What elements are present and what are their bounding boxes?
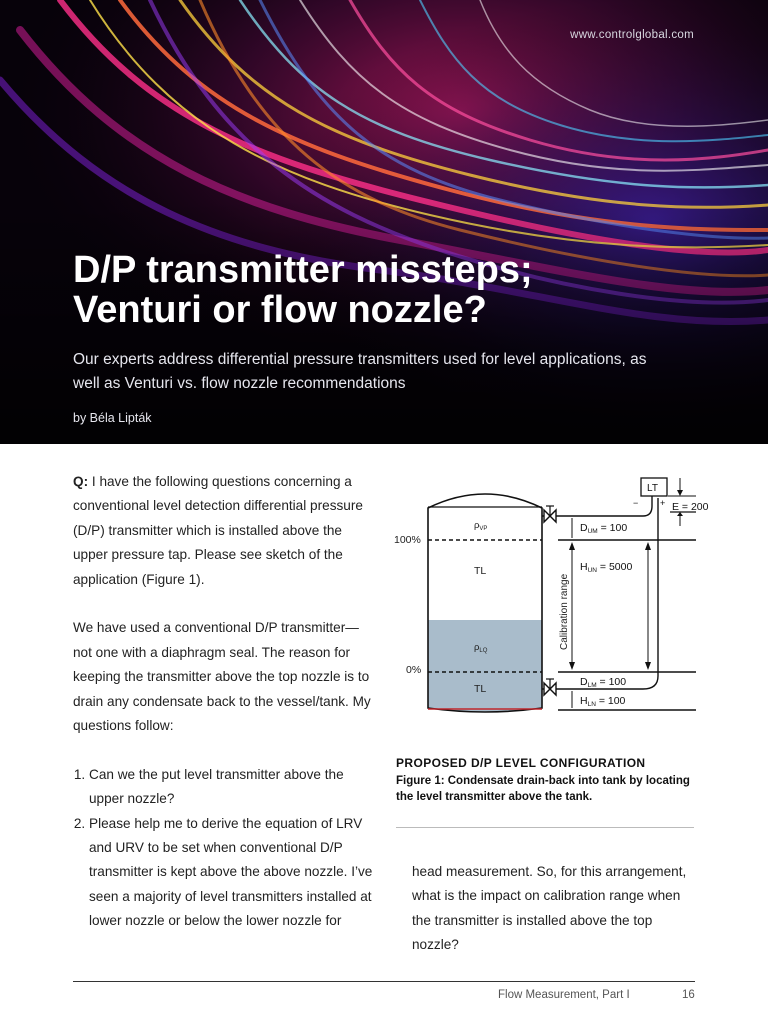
label-minus: − (633, 498, 639, 508)
calibration-arrowhead-top (569, 542, 575, 550)
site-url[interactable]: www.controlglobal.com (570, 29, 694, 41)
h-un-arrowhead-bottom (645, 662, 651, 670)
article-right-column: head measurement. So, for this arrangement, what is the impact on calibration range when the transmitter is installed above the top nozzle? (412, 864, 687, 953)
figure-title: PROPOSED D/P LEVEL CONFIGURATION (396, 756, 646, 770)
question-text: I have the following questions concerning a conventional level detection differential pressure (D/P) transmitter which is installed above the upper pressure tap. Please see sketch of the application (Figure 1). (73, 474, 363, 587)
list-item: 1. Can we the put level transmitter above the upper nozzle? (89, 763, 375, 812)
paragraph-background: We have used a conventional D/P transmitter—not one with a diaphragm seal. The reason for keeping the transmitter above the top nozzle is to drain any condensate back to the vessel/tank. My questions follow: (73, 620, 371, 734)
upper-impulse-line (643, 496, 652, 516)
footer-divider (73, 981, 695, 982)
label-tl-top: TL (474, 565, 487, 577)
e-arrowhead-top (677, 490, 683, 496)
liquid-fill (428, 620, 542, 712)
label-e: E = 200 (672, 501, 709, 513)
label-calibration-range: Calibration range (559, 573, 570, 650)
paragraph-question (73, 470, 375, 592)
q-label: Q: (73, 474, 89, 489)
headline-line-1: D/P transmitter missteps; (73, 249, 533, 291)
h-un-arrowhead-top (645, 542, 651, 550)
label-0-percent: 0% (406, 664, 422, 676)
label-plus: + (660, 498, 666, 508)
headline-line-2: Venturi or flow nozzle? (73, 289, 487, 331)
figure-caption: Figure 1: Condensate drain-back into tank by locating the level transmitter above the tank. (396, 775, 690, 803)
footer-section-title: Flow Measurement, Part I (498, 989, 630, 1001)
subheadline: Our experts address differential pressure transmitters used for level applications, as well as Venturi vs. flow nozzle recommendations (73, 351, 647, 392)
label-d-lm: DLM = 100 (580, 676, 627, 689)
question-list (73, 763, 375, 934)
label-100-percent: 100% (394, 534, 421, 546)
label-tl-bottom: TL (474, 683, 487, 695)
lower-impulse-line (643, 498, 658, 689)
article-left-column (73, 470, 375, 934)
label-h-ln: HLN = 100 (580, 695, 626, 708)
label-d-um: DUM = 100 (580, 522, 628, 535)
hero-banner (0, 0, 768, 444)
headline (73, 250, 713, 330)
figure-divider (396, 827, 694, 828)
label-rho-liquid: $\rho_{LQ}$ (474, 642, 488, 654)
list-item: 2. Please help me to derive the equation of LRV and URV to be set when conventional D/P transmitter is kept above the above nozzle. I’ve seen a majority of level transmitters installed at lower nozzle or below the lower nozzle for (89, 812, 375, 934)
byline: by Béla Lipták (73, 411, 152, 425)
label-h-un: HUN = 5000 (580, 561, 633, 574)
page-number: 16 (682, 989, 695, 1001)
label-lt: LT (647, 483, 658, 494)
calibration-arrowhead-bottom (569, 662, 575, 670)
dp-level-diagram (390, 470, 720, 750)
label-rho-vapor: $\rho_{VP}$ (474, 520, 488, 532)
